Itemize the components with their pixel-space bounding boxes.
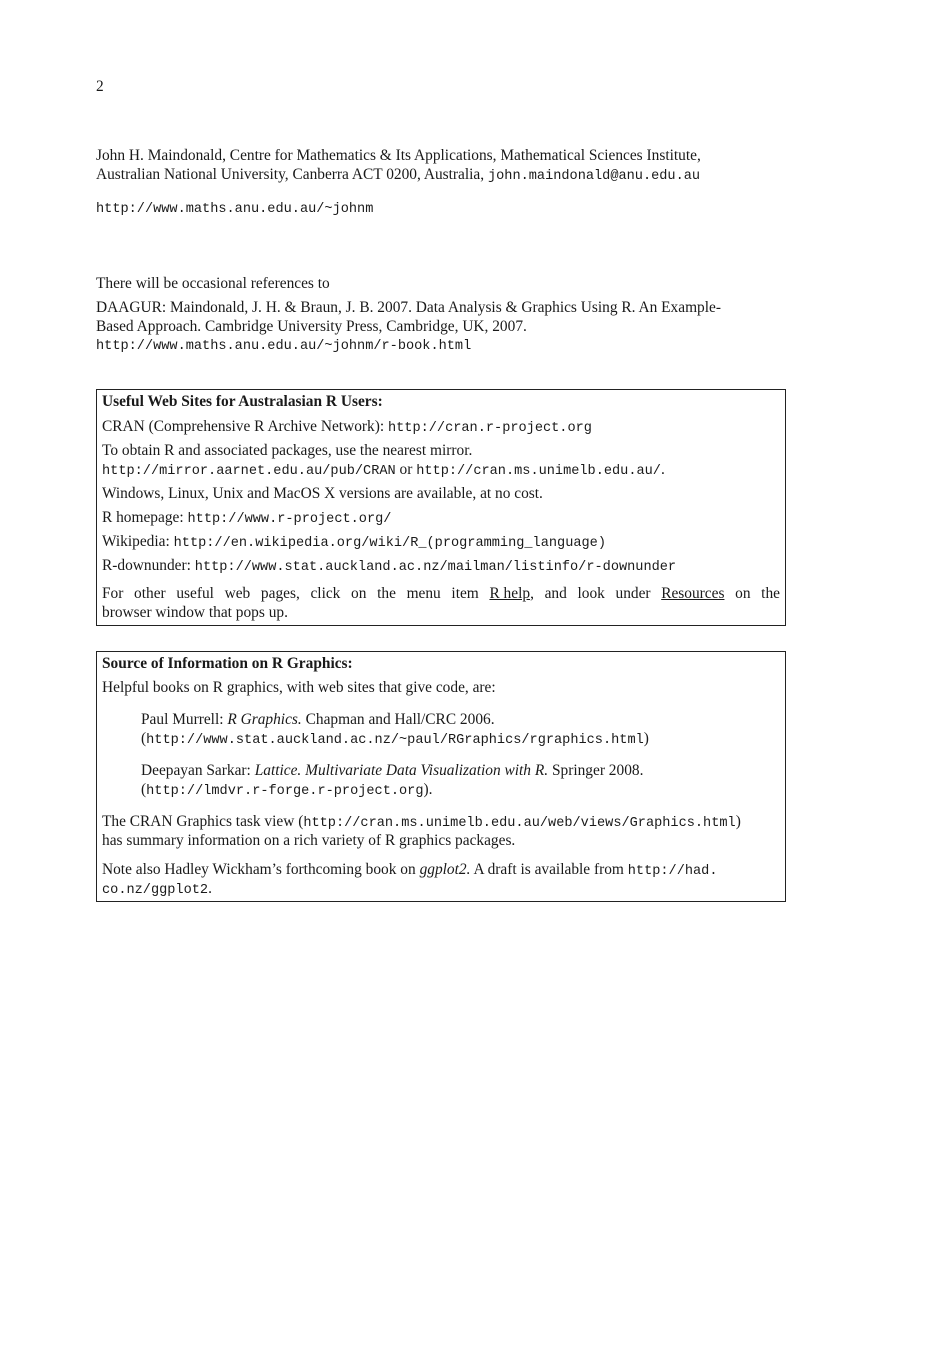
- author-affiliation-line1: John H. Maindonald, Centre for Mathematics & Its Applications, Mathematical Sciences Institute,: [96, 147, 701, 164]
- mirror-text: To obtain R and associated packages, use the nearest mirror.: [102, 442, 473, 459]
- other-word: on: [735, 585, 751, 602]
- r-help-menu-item[interactable]: R help,: [489, 585, 534, 602]
- other-word: and: [544, 585, 567, 602]
- author-email-link[interactable]: john.maindonald@anu.edu.au: [487, 169, 701, 184]
- cran-label: CRAN (Comprehensive R Archive Network):: [102, 418, 385, 435]
- ggplot2-link-part1[interactable]: http://had.: [627, 864, 718, 879]
- taskview-line2: has summary information on a rich variety of R graphics packages.: [102, 832, 516, 849]
- author-homepage-link[interactable]: http://www.maths.anu.edu.au/~johnm: [96, 202, 374, 217]
- homepage-label: R homepage:: [102, 509, 184, 526]
- book-sarkar-url-line: (http://lmdvr.r-forge.r-project.org).: [141, 781, 433, 799]
- book-murrell: [141, 710, 495, 729]
- versions-text: Windows, Linux, Unix and MacOS X versions are available, at no cost.: [102, 485, 543, 502]
- other-pages-line1: [102, 584, 780, 603]
- book-title: Lattice. Multivariate Data Visualization with R.: [254, 762, 549, 779]
- other-pages-line2: browser window that pops up.: [102, 604, 288, 621]
- note-text-2: A draft is available from: [473, 861, 624, 878]
- mirror-links-line: http://mirror.aarnet.edu.au/pub/CRAN or http://cran.ms.unimelb.edu.au/.: [102, 461, 665, 479]
- ggplot2-note-line1: [102, 860, 717, 881]
- r-graphics-sources-box: [96, 651, 786, 902]
- book-author: Paul Murrell:: [141, 711, 224, 728]
- daagur-book-link[interactable]: http://www.maths.anu.edu.au/~johnm/r-book.html: [96, 339, 472, 354]
- other-word: under: [615, 585, 651, 602]
- daagur-citation-line2: Based Approach. Cambridge University Press, Cambridge, UK, 2007.: [96, 318, 527, 335]
- book-publisher: Springer 2008.: [551, 762, 644, 779]
- wikipedia-link[interactable]: http://en.wikipedia.org/wiki/R_(programming_language): [173, 536, 606, 551]
- book-publisher: Chapman and Hall/CRC 2006.: [305, 711, 495, 728]
- cran-line: [102, 417, 592, 438]
- homepage-line: [102, 508, 391, 529]
- ggplot2-note-line2: co.nz/ggplot2.: [102, 880, 212, 898]
- rdownunder-label: R-downunder:: [102, 557, 191, 574]
- other-word: the: [377, 585, 396, 602]
- wikipedia-label: Wikipedia:: [102, 533, 170, 550]
- murrell-book-link[interactable]: http://www.stat.auckland.ac.nz/~paul/RGraphics/rgraphics.html: [146, 733, 644, 748]
- other-word: menu: [406, 585, 441, 602]
- graphics-intro: Helpful books on R graphics, with web sites that give code, are:: [102, 679, 496, 696]
- other-word: useful: [176, 585, 214, 602]
- mirror-or-text: or: [399, 461, 413, 478]
- other-word: For: [102, 585, 124, 602]
- other-word: look: [577, 585, 605, 602]
- ggplot2-title: ggplot2.: [419, 861, 471, 878]
- other-word: on: [351, 585, 367, 602]
- other-word: web: [224, 585, 251, 602]
- graphics-box-title: Source of Information on R Graphics:: [102, 655, 353, 672]
- taskview-text: The CRAN Graphics task view (: [102, 813, 304, 830]
- ggplot2-link-part2[interactable]: co.nz/ggplot2: [102, 883, 209, 898]
- note-text: Note also Hadley Wickham’s forthcoming book on: [102, 861, 416, 878]
- useful-websites-box: [96, 389, 786, 626]
- rdownunder-link[interactable]: http://www.stat.auckland.ac.nz/mailman/listinfo/r-downunder: [194, 560, 677, 575]
- websites-box-title: Useful Web Sites for Australasian R Users:: [102, 393, 383, 410]
- book-title: R Graphics.: [227, 711, 302, 728]
- rdownunder-line: [102, 556, 676, 577]
- aarnet-mirror-link[interactable]: http://mirror.aarnet.edu.au/pub/CRAN: [102, 464, 396, 479]
- taskview-line1: The CRAN Graphics task view (http://cran.ms.unimelb.edu.au/web/views/Graphics.html): [102, 813, 741, 831]
- sarkar-book-link[interactable]: http://lmdvr.r-forge.r-project.org: [146, 784, 424, 799]
- other-word: item: [451, 585, 479, 602]
- author-affiliation-line2: [96, 165, 700, 186]
- resources-link[interactable]: Resources: [661, 585, 725, 602]
- wikipedia-line: [102, 532, 606, 553]
- book-author: Deepayan Sarkar:: [141, 762, 251, 779]
- other-word: click: [310, 585, 341, 602]
- unimelb-mirror-link[interactable]: http://cran.ms.unimelb.edu.au/: [416, 464, 661, 479]
- daagur-citation-line1: DAAGUR: Maindonald, J. H. & Braun, J. B. 2007. Data Analysis & Graphics Using R. An Example-: [96, 299, 721, 316]
- page-number: 2: [96, 78, 104, 95]
- cran-graphics-taskview-link[interactable]: http://cran.ms.unimelb.edu.au/web/views/Graphics.html: [303, 816, 736, 831]
- book-sarkar: [141, 761, 643, 780]
- references-intro: There will be occasional references to: [96, 275, 330, 292]
- other-word: other: [134, 585, 166, 602]
- other-word: the: [761, 585, 780, 602]
- other-word: pages,: [260, 585, 300, 602]
- cran-link[interactable]: http://cran.r-project.org: [387, 421, 592, 436]
- author-address: Australian National University, Canberra ACT 0200, Australia,: [96, 166, 485, 183]
- r-homepage-link[interactable]: http://www.r-project.org/: [187, 512, 392, 527]
- book-murrell-url-line: (http://www.stat.auckland.ac.nz/~paul/RGraphics/rgraphics.html): [141, 730, 649, 748]
